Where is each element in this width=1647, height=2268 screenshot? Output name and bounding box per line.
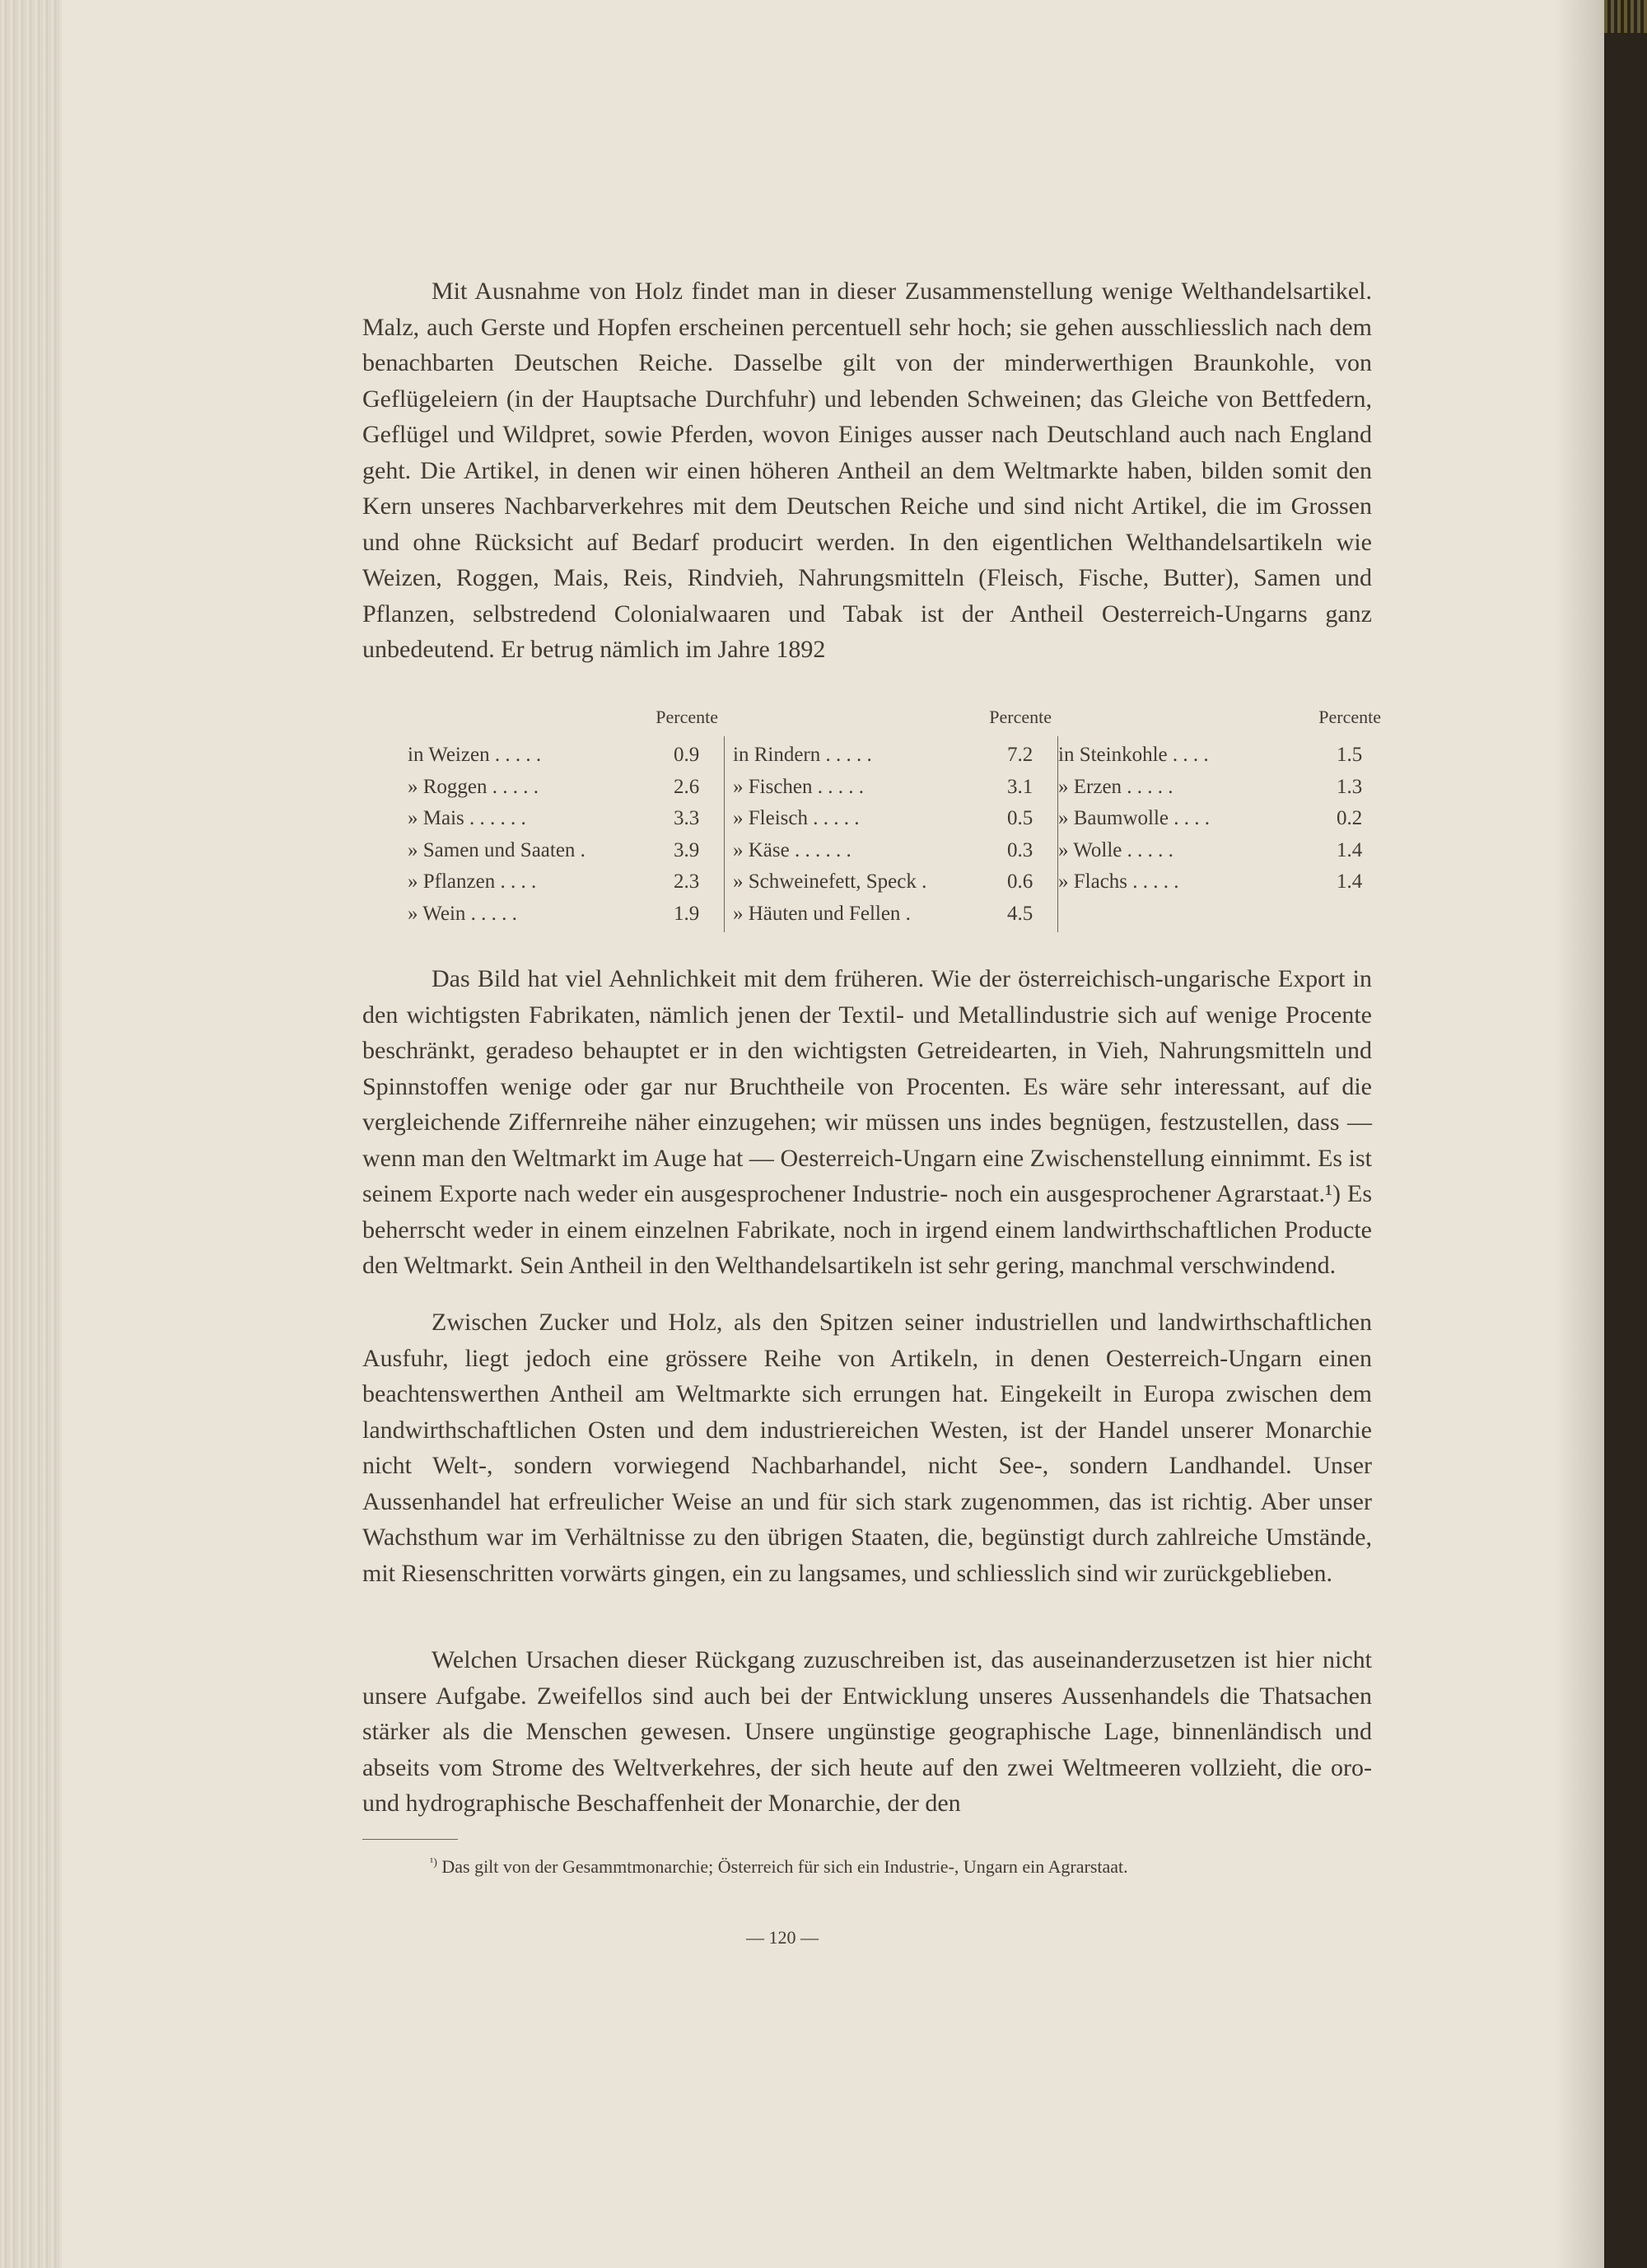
table-column-3 bbox=[1058, 707, 1388, 898]
table-column-2 bbox=[733, 707, 1058, 930]
row-label: » Flachs . . . . . bbox=[1058, 870, 1179, 894]
table-row bbox=[1058, 772, 1388, 804]
table-row bbox=[733, 740, 1058, 772]
footnote-rule bbox=[362, 1839, 458, 1840]
row-label: » Roggen . . . . . bbox=[408, 775, 539, 798]
row-label: in Steinkohle . . . . bbox=[1058, 744, 1209, 767]
book-spine bbox=[1604, 0, 1647, 2268]
row-value: 4.5 bbox=[1007, 902, 1033, 925]
table-row bbox=[408, 803, 725, 835]
table-row bbox=[733, 772, 1058, 804]
footnote-marker: ¹) bbox=[430, 1856, 437, 1869]
row-value: 2.6 bbox=[674, 775, 700, 798]
row-label: » Baumwolle . . . . bbox=[1058, 807, 1211, 830]
row-label: » Mais . . . . . . bbox=[408, 807, 526, 830]
row-value: 0.6 bbox=[1007, 870, 1033, 894]
row-label: » Fleisch . . . . . bbox=[733, 807, 860, 830]
table-row bbox=[408, 866, 725, 898]
table-row bbox=[1058, 835, 1388, 867]
row-value: 1.4 bbox=[1337, 838, 1363, 861]
row-label: » Erzen . . . . . bbox=[1058, 775, 1173, 798]
column-header: Percente bbox=[989, 707, 1052, 727]
table-row bbox=[1058, 740, 1388, 772]
paragraph-text: Mit Ausnahme von Holz findet man in dieser Zusammenstellung wenige Welthandelsartikel. Malz, auch Gerste und Hopfen erscheinen percentuell sehr hoch; sie gehen ausschliesslich nach dem benachbarten Deutschen Reiche. Dasselbe gilt von der minderwerthigen Braunkohle, von Geflügeleiern (in der Hauptsache Durchfuhr) und lebenden Schweinen; das Gleiche von Bettfedern, Geflügel und Wildpret, sowie Pferden, wovon Einiges ausser nach Deutschland auch nach England geht. Die Artikel, in denen wir einen höheren Antheil an dem Weltmarkte haben, bilden somit den Kern unseres Nachbarverkehres mit dem Deutschen Reiche und sind nicht Artikel, die im Grossen und ohne Rücksicht auf Bedarf producirt werden. In den eigentlichen Welthandelsartikeln wie Weizen, Roggen, Mais, Reis, Rindvieh, Nahrungsmitteln (Fleisch, Fische, Butter), Samen und Pflanzen, selbstredend Colonialwaaren und Tabak ist der Antheil Oesterreich-Ungarns ganz unbedeutend. Er betrug nämlich im Jahre 1892 bbox=[362, 278, 1372, 663]
row-value: 3.3 bbox=[674, 807, 700, 830]
table-row bbox=[408, 898, 725, 931]
column-divider bbox=[724, 736, 725, 932]
row-value: 2.3 bbox=[674, 870, 700, 894]
row-value: 0.9 bbox=[674, 744, 700, 767]
footnote bbox=[430, 1856, 1369, 1878]
row-value: 3.9 bbox=[674, 838, 700, 861]
column-header: Percente bbox=[1318, 707, 1381, 727]
row-value: 1.4 bbox=[1337, 870, 1363, 894]
row-value: 1.5 bbox=[1337, 744, 1363, 767]
row-label: » Samen und Saaten . bbox=[408, 838, 586, 861]
row-label: » Wein . . . . . bbox=[408, 902, 517, 925]
row-value: 0.3 bbox=[1007, 838, 1033, 861]
row-label: » Fischen . . . . . bbox=[733, 775, 865, 798]
row-value: 0.2 bbox=[1337, 807, 1363, 830]
table-row bbox=[1058, 803, 1388, 835]
row-label: in Rindern . . . . . bbox=[733, 744, 872, 767]
row-value: 1.9 bbox=[674, 902, 700, 925]
table-row bbox=[408, 740, 725, 772]
row-label: » Häuten und Fellen . bbox=[733, 902, 911, 925]
table-row bbox=[733, 803, 1058, 835]
table-column-1 bbox=[408, 707, 725, 930]
footnote-text: Das gilt von der Gesammtmonarchie; Österreich für sich ein Industrie-, Ungarn ein Agrarstaat. bbox=[441, 1856, 1128, 1877]
row-label: » Wolle . . . . . bbox=[1058, 838, 1173, 861]
row-value: 0.5 bbox=[1007, 807, 1033, 830]
paragraph-text: Das Bild hat viel Aehnlichkeit mit dem früheren. Wie der österreichisch-ungarische Export in den wichtigsten Fabrikaten, nämlich jenen der Textil- und Metallindustrie sich auf wenige Procente beschränkt, geradeso behauptet er in den wichtigsten Getreidearten, in Vieh, Nahrungsmitteln und Spinnstoffen wenige oder gar nur Bruchtheile von Procenten. Es wäre sehr interessant, auf die vergleichende Ziffernreihe näher einzugehen; wir müssen uns indes begnügen, festzustellen, dass — wenn man den Weltmarkt im Auge hat — Oesterreich-Ungarn eine Zwischenstellung einnimmt. Es ist seinem Exporte nach weder ein ausgesprochener Industrie- noch ein ausgesprochener Agrarstaat.¹) Es beherrscht weder in einem einzelnen Fabrikate, noch in irgend einem landwirthschaftlichen Producte den Weltmarkt. Sein Antheil in den Welthandelsartikeln ist sehr gering, manchmal verschwindend. bbox=[362, 965, 1372, 1279]
table-row bbox=[733, 898, 1058, 931]
paragraph-1 bbox=[362, 273, 1372, 668]
table-row bbox=[1058, 866, 1388, 898]
table-row bbox=[408, 835, 725, 867]
column-header: Percente bbox=[656, 707, 718, 727]
row-value: 3.1 bbox=[1007, 775, 1033, 798]
row-value: 7.2 bbox=[1007, 744, 1033, 767]
table-row bbox=[733, 866, 1058, 898]
paragraph-text: Welchen Ursachen dieser Rückgang zuzuschreiben ist, das auseinanderzusetzen ist hier nicht unsere Aufgabe. Zweifellos sind auch bei der Entwicklung unseres Aussenhandels die Thatsachen stärker als die Menschen gewesen. Unsere ungünstige geographische Lage, binnenländisch und abseits vom Strome des Weltverkehres, der sich heute auf den zwei Weltmeeren vollzieht, die oro- und hydrographische Beschaffenheit der Monarchie, der den bbox=[362, 1646, 1372, 1817]
export-share-table bbox=[362, 707, 1381, 929]
row-label: in Weizen . . . . . bbox=[408, 744, 542, 767]
paragraph-4 bbox=[362, 1642, 1372, 1822]
paragraph-3 bbox=[362, 1304, 1372, 1591]
row-label: » Schweinefett, Speck . bbox=[733, 870, 927, 894]
row-label: » Pflanzen . . . . bbox=[408, 870, 537, 894]
row-value: 1.3 bbox=[1337, 775, 1363, 798]
table-row bbox=[408, 772, 725, 804]
paragraph-text: Zwischen Zucker und Holz, als den Spitzen seiner industriellen und landwirthschaftlichen Ausfuhr, liegt jedoch eine grössere Reihe von Artikeln, in denen Oesterreich-Ungarn einen beachtenswerthen Antheil am Weltmarkte sich errungen hat. Eingekeilt in Europa zwischen dem landwirthschaftlichen Osten und dem industriereichen Westen, ist der Handel unserer Monarchie nicht Welt-, sondern vorwiegend Nachbarhandel, nicht See-, sondern Landhandel. Unser Aussenhandel hat erfreulicher Weise an und für sich stark zugenommen, das ist richtig. Aber unser Wachsthum war im Verhältnisse zu den übrigen Staaten, die, begünstigt durch zahlreiche Umstände, mit Riesenschritten vorwärts gingen, ein zu langsames, und schliesslich sind wir zurückgeblieben. bbox=[362, 1309, 1372, 1587]
page-number: — 120 — bbox=[746, 1927, 819, 1948]
spine-band bbox=[1604, 0, 1647, 33]
row-label: » Käse . . . . . . bbox=[733, 838, 851, 861]
table-row bbox=[733, 835, 1058, 867]
paragraph-2 bbox=[362, 961, 1372, 1284]
